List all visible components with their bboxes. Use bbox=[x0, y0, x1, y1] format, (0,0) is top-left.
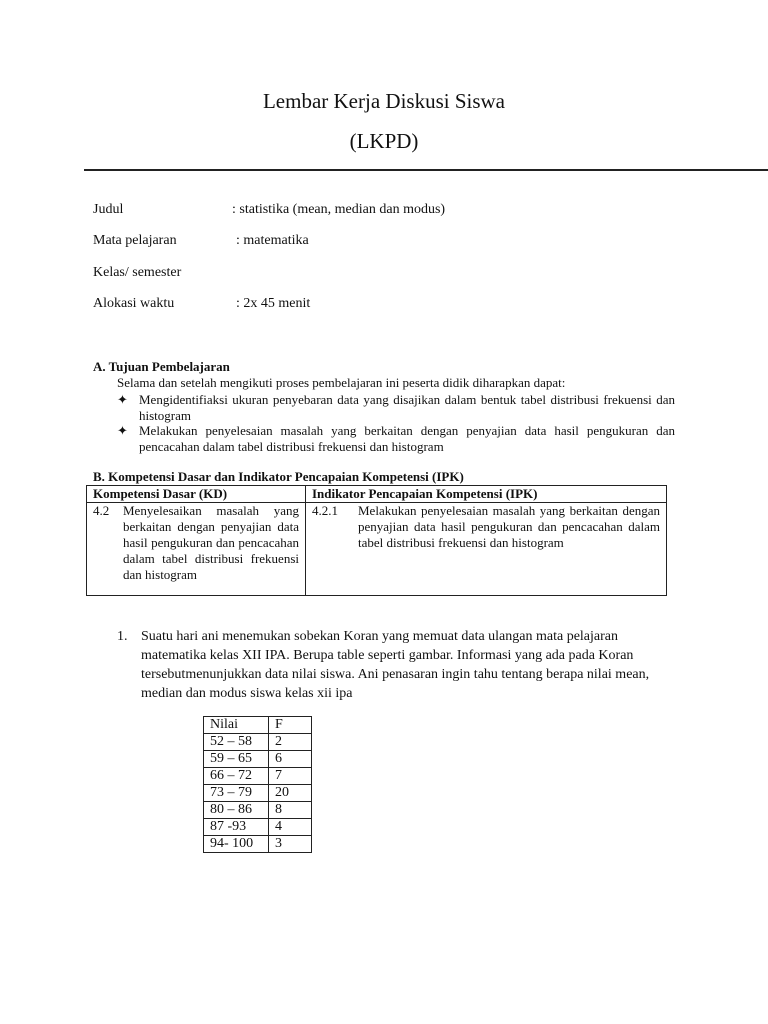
ipk-column-header: Indikator Pencapaian Kompetensi (IPK) bbox=[306, 486, 667, 503]
table-row bbox=[204, 734, 312, 751]
bullet-text: Melakukan penyelesaian masalah yang berkaitan dengan penyajian data hasil pengukuran dan pencacahan dalam tabel distribusi frekuensi dan histogram bbox=[139, 423, 675, 454]
list-item bbox=[117, 423, 675, 455]
bullet-text: Mengidentifiaksi ukuran penyebaran data yang disajikan dalam bentuk tabel distribusi frekuensi dan histogram bbox=[139, 392, 675, 423]
meta-label-judul: Judul bbox=[93, 202, 124, 217]
meta-label-mapel: Mata pelajaran bbox=[93, 233, 177, 248]
table-row bbox=[204, 802, 312, 819]
f-cell: 20 bbox=[269, 785, 312, 802]
page-title: Lembar Kerja Diskusi Siswa bbox=[262, 89, 506, 113]
ipk-number: 4.2.1 bbox=[312, 503, 338, 518]
meta-label-kelas: Kelas/ semester bbox=[93, 265, 182, 280]
question-number: 1. bbox=[117, 629, 128, 644]
list-item bbox=[117, 392, 675, 424]
header-nilai: Nilai bbox=[204, 717, 269, 734]
meta-value-judul: : statistika (mean, median dan modus) bbox=[232, 202, 446, 217]
table-row bbox=[204, 785, 312, 802]
table-row bbox=[204, 819, 312, 836]
title-divider bbox=[84, 169, 768, 171]
question-text: Suatu hari ani menemukan sobekan Koran yang memuat data ulangan mata pelajaran matematika kelas XII IPA. Berupa table seperti gambar. Informasi yang ada pada Koran tersebutmenunjukkan data nilai siswa. Ani penasaran ingin tahu tentang berapa nilai mean, median dan modus siswa kelas xii ipa bbox=[141, 629, 650, 701]
f-cell: 6 bbox=[269, 751, 312, 768]
header-f: F bbox=[269, 717, 312, 734]
question-1 bbox=[117, 627, 677, 703]
f-cell: 7 bbox=[269, 768, 312, 785]
meta-value-alokasi: : 2x 45 menit bbox=[236, 296, 311, 311]
nilai-cell: 87 -93 bbox=[204, 819, 269, 836]
nilai-cell: 73 – 79 bbox=[204, 785, 269, 802]
meta-value-mapel: : matematika bbox=[236, 233, 309, 248]
section-a-heading: A. Tujuan Pembelajaran bbox=[93, 359, 230, 374]
kd-number: 4.2 bbox=[93, 503, 110, 518]
table-row bbox=[204, 836, 312, 853]
nilai-cell: 94- 100 bbox=[204, 836, 269, 853]
section-b-heading: B. Kompetensi Dasar dan Indikator Pencapaian Kompetensi (IPK) bbox=[93, 469, 464, 484]
kd-column-header: Kompetensi Dasar (KD) bbox=[87, 486, 306, 503]
ipk-text: Melakukan penyelesaian masalah yang berkaitan dengan penyajian data hasil pengukuran dan pencacahan dalam tabel distribusi frekuensi dan histogram bbox=[358, 503, 660, 550]
nilai-cell: 52 – 58 bbox=[204, 734, 269, 751]
ipk-cell bbox=[306, 503, 667, 596]
f-cell: 3 bbox=[269, 836, 312, 853]
kd-text: Menyelesaikan masalah yang berkaitan dengan penyajian data hasil pengukuran dan pencacahan dalam tabel distribusi frekuensi dan histogram bbox=[123, 503, 299, 582]
star-bullet-icon: ✦ bbox=[117, 392, 128, 407]
table-row bbox=[204, 768, 312, 785]
table-row bbox=[204, 751, 312, 768]
f-cell: 8 bbox=[269, 802, 312, 819]
star-bullet-icon: ✦ bbox=[117, 423, 128, 438]
kd-ipk-table bbox=[86, 485, 667, 596]
nilai-cell: 80 – 86 bbox=[204, 802, 269, 819]
section-a-intro: Selama dan setelah mengikuti proses pembelajaran ini peserta didik diharapkan dapat: bbox=[117, 375, 566, 390]
meta-label-alokasi: Alokasi waktu bbox=[93, 296, 175, 311]
nilai-cell: 59 – 65 bbox=[204, 751, 269, 768]
kd-cell bbox=[87, 503, 306, 596]
frequency-table bbox=[203, 716, 312, 853]
f-cell: 2 bbox=[269, 734, 312, 751]
page-subtitle: (LKPD) bbox=[349, 129, 419, 153]
f-cell: 4 bbox=[269, 819, 312, 836]
nilai-cell: 66 – 72 bbox=[204, 768, 269, 785]
